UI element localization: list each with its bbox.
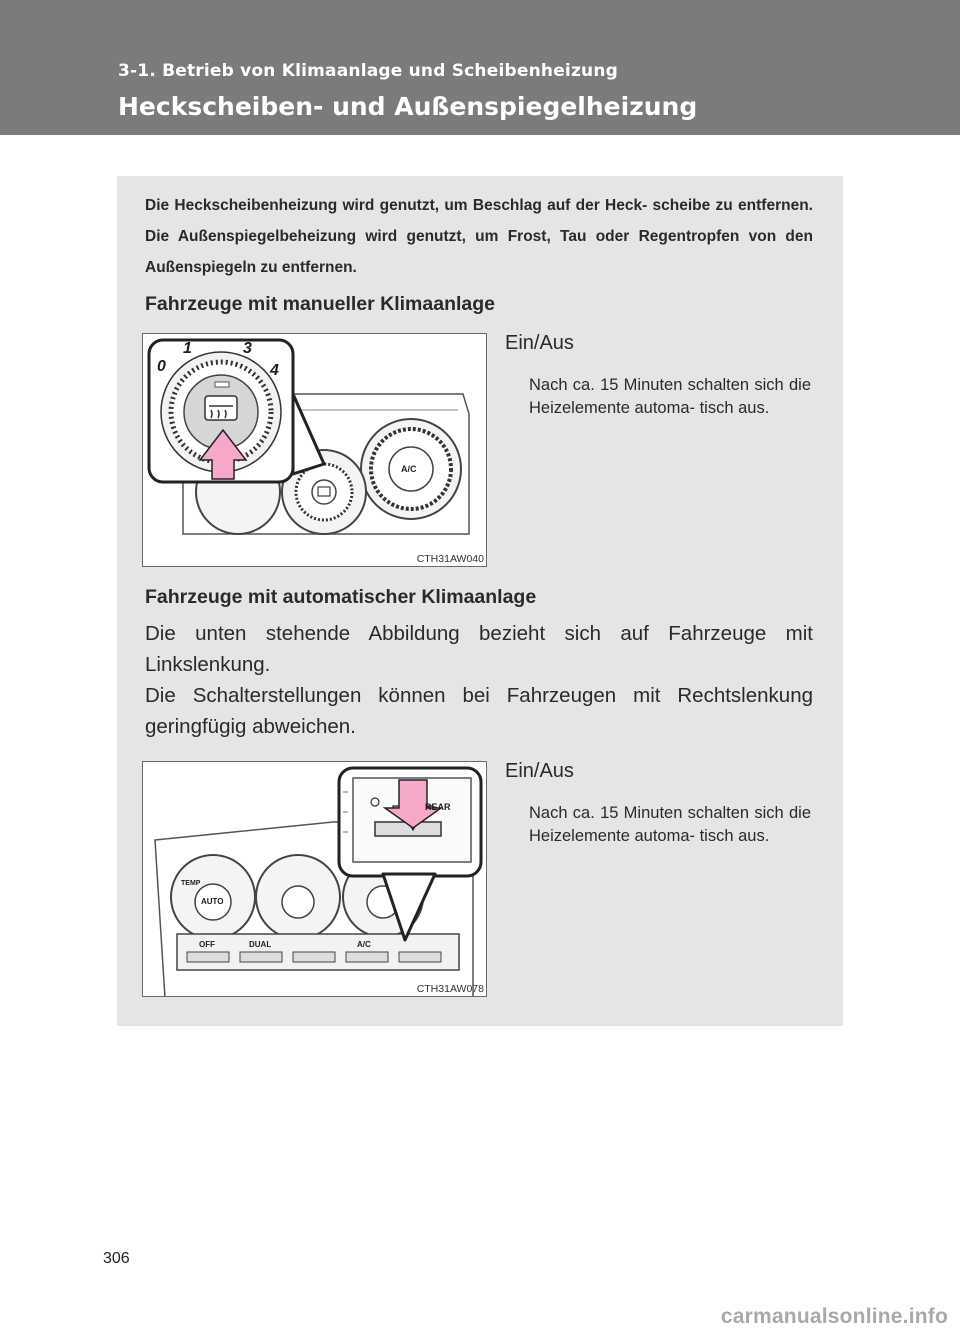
auto-button-label: AUTO [201, 897, 224, 906]
ac-button-label: A/C [357, 940, 371, 949]
figure-code: CTH31AW040 [416, 553, 484, 565]
temp-label: TEMP [181, 880, 201, 887]
watermark: carmanualsonline.info [720, 1305, 948, 1328]
chapter-header [0, 0, 960, 135]
automatic-heading: Fahrzeuge mit automatischer Klimaanlage [145, 586, 537, 608]
manual-climate-figure [142, 333, 487, 567]
manual-heading: Fahrzeuge mit manueller Klimaanlage [145, 293, 496, 315]
dial-number-4: 4 [270, 362, 279, 379]
on-off-label: Ein/Aus [505, 760, 574, 782]
page-number: 306 [103, 1250, 130, 1267]
dial-number-1: 1 [183, 340, 192, 357]
rear-defogger-label: REAR [425, 802, 451, 812]
auto-off-note: Nach ca. 15 Minuten schalten sich die Heizelemente automa- tisch aus. [529, 376, 811, 417]
section-title: 3-1. Betrieb von Klimaanlage und Scheibenheizung [118, 61, 619, 81]
dial-number-3: 3 [243, 340, 252, 357]
off-button-label: OFF [199, 940, 215, 949]
dial-number-0: 0 [157, 358, 166, 375]
automatic-text-rhd: Die Schalterstellungen können bei Fahrzeugen mit Rechtslenkung geringfügig abweichen. [145, 684, 813, 738]
automatic-climate-figure [142, 761, 487, 997]
automatic-text-lhd: Die unten stehende Abbildung bezieht sich auf Fahrzeuge mit Linkslenkung. [145, 622, 813, 676]
auto-off-note: Nach ca. 15 Minuten schalten sich die Heizelemente automa- tisch aus. [529, 804, 811, 845]
dual-button-label: DUAL [249, 940, 272, 949]
manual-climate-illustration [143, 334, 487, 567]
page-title: Heckscheiben- und Außenspiegelheizung [118, 92, 698, 121]
figure-code: CTH31AW078 [416, 983, 484, 995]
ac-label: A/C [401, 464, 417, 474]
on-off-label: Ein/Aus [505, 332, 574, 354]
intro-text: Die Heckscheibenheizung wird genutzt, um Beschlag auf der Heck- scheibe zu entfernen. Die Außenspiegelbeheizung wird genutzt, um Frost, Tau oder Regentropfen von den Außenspiegeln zu entfernen. [145, 197, 813, 276]
